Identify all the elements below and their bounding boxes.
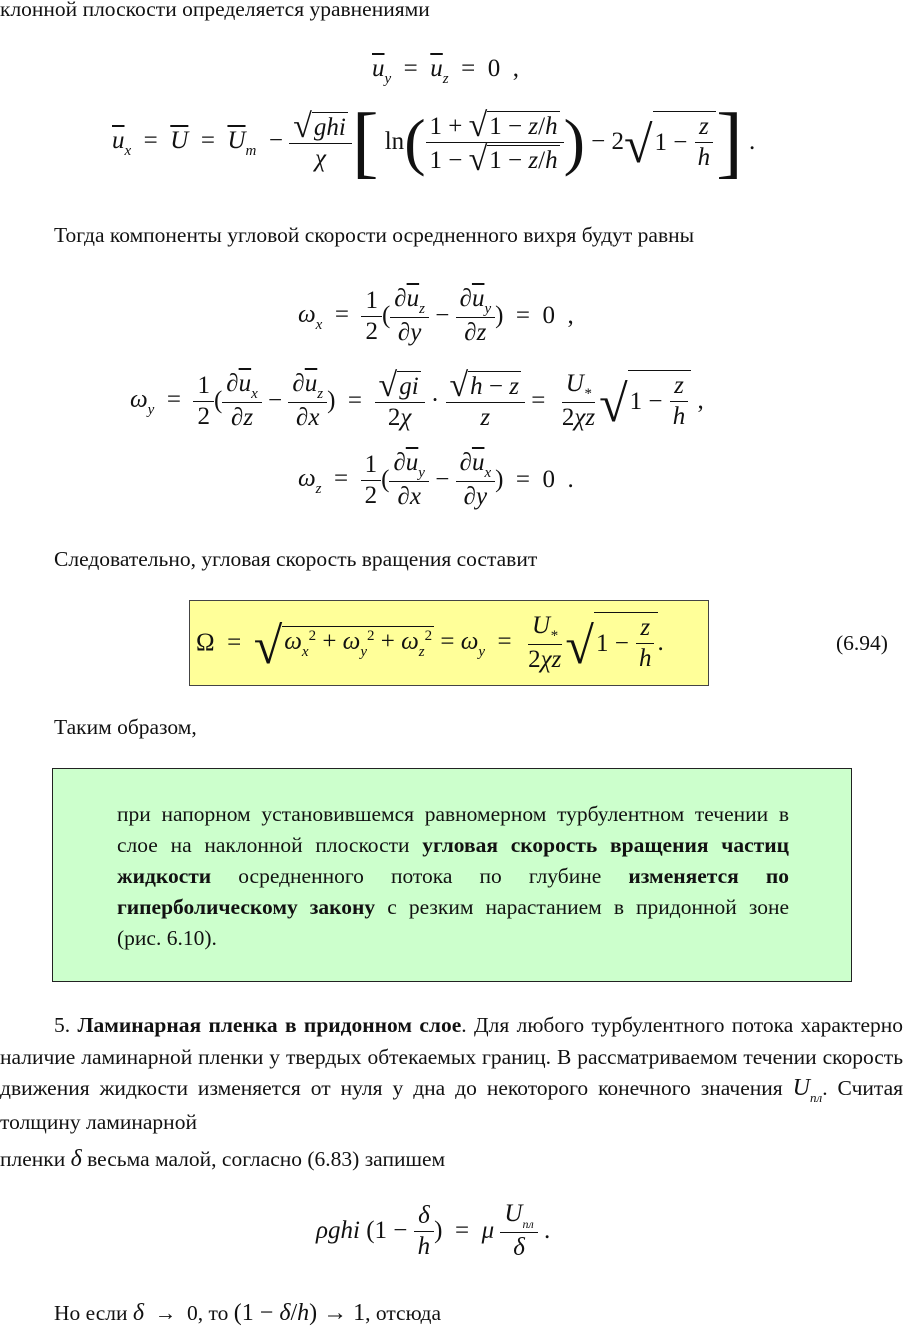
equation-laminar-film: ρghi (1 − $\frac{\delta}{h}$ ) = μ $\frac{U_{пл}}{\delta}$ .	[316, 1200, 551, 1261]
equation-omega-total: Ω = √ $\omega_x^2 + \omega_y^2 + \omega_z^2$ = $\omega_y$ = $\frac{U_*}{2\chi z}$ √ 1 − $\frac{z}{h}$ .	[196, 612, 664, 675]
equation-ux-profile: $\overline{u}_x = \overline{U} = \overline{U}_m$ − $\frac{\text{√ghi}}{\chi}$ [ ln ( $\frac{1 + √1 - z/h}{1 - √1 - z/h}$ ) − 2 √ 1 − $\frac{z}{h}$ ] .	[112, 98, 756, 186]
text-line-top: клонной плоскости определяется уравнениями	[0, 0, 430, 21]
equation-number: (6.94)	[836, 631, 888, 655]
equation-omega-y: $\omega_y$ = $\frac{1}{2}$ ( $\frac{\partial\overline{u}_x}{\partial z}$ − $\frac{\partial\overline{u}_z}{\partial x}$ ) = $\frac{√gi}{2\chi}$ · $\frac{√h - z}{z}$ = $\frac{U_*}{2\chi z}$ √ 1 − $\frac{z}{h}$ ,	[130, 367, 704, 433]
section-title: Ламинарная пленка в придонном слое	[77, 1013, 462, 1037]
conclusion-text: при напорном установившемся равномерном турбулентном течении в слое на наклонной плоскости угловая скорость вращения частиц жидкости осредненного потока по глубине изменяется по гиперболическому закону с резким нарастанием в придонной зоне (рис. 6.10).	[117, 802, 790, 950]
text-line-last: Но если δ → 0, то (1 − δ/h) → 1, отсюда	[54, 1300, 442, 1326]
equation-omega-x: $\omega_x$ = $\frac{1}{2}$ ( $\frac{\partial\overline{u}_z}{\partial y}$ − $\frac{\partial\overline{u}_y}{\partial z}$ ) = 0 ,	[298, 285, 574, 346]
highlighted-equation-box	[189, 600, 709, 686]
text-line-thus: Таким образом,	[54, 715, 197, 739]
equation-uy-uz: $\overline{u}_y = \overline{u}_z = 0$ ,	[372, 55, 519, 87]
text-line-then: Тогда компоненты угловой скорости осредненного вихря будут равны	[54, 223, 695, 247]
section-5-paragraph: 5. Ламинарная пленка в придонном слое. Для любого турбулентного потока характерно наличие ламинарной пленки у твердых обтекаемых границ. В рассматриваемом течении скорость движения жидкости изменяется от нуля у дна до некоторого конечного значения $U_{пл}$. Считая толщину ламинарной	[0, 1013, 903, 1134]
text-line-hence: Следовательно, угловая скорость вращения составит	[54, 547, 538, 571]
conclusion-box	[52, 768, 852, 982]
equation-omega-z: $\omega_z$ = $\frac{1}{2}$ ( $\frac{\partial\overline{u}_y}{\partial x}$ − $\frac{\partial\overline{u}_x}{\partial y}$ ) = 0 .	[298, 449, 574, 510]
section-5-line-5: пленки δ весьма малой, согласно (6.83) запишем	[0, 1146, 446, 1172]
